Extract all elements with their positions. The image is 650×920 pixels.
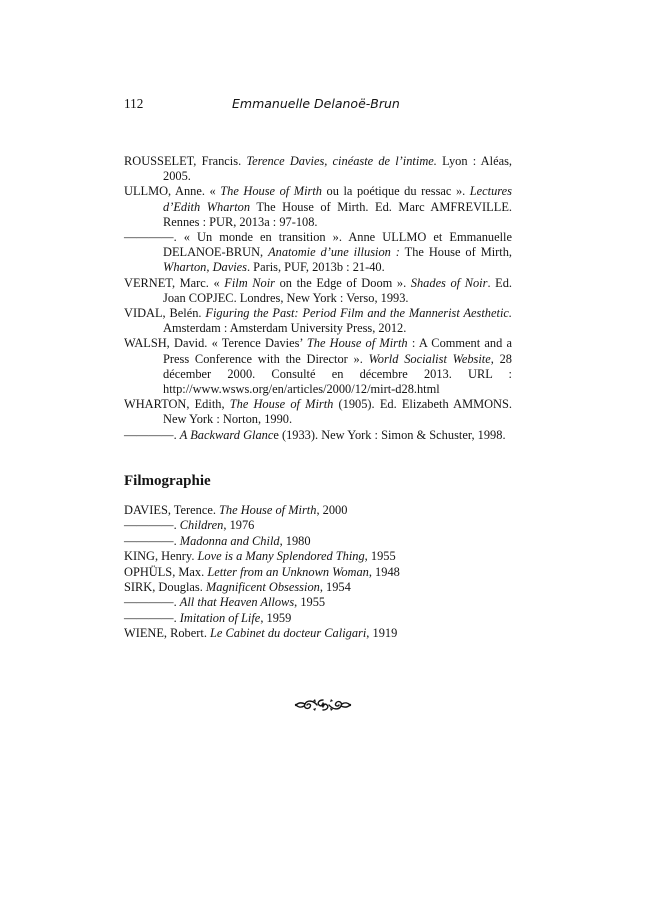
filmography-entry: WIENE, Robert. Le Cabinet du docteur Caligari, 1919: [124, 626, 398, 641]
bibliography-entry: ROUSSELET, Francis. Terence Davies, cinéaste de l’intime. Lyon : Aléas, 2005.: [124, 154, 512, 184]
bibliography-entry: WALSH, David. « Terence Davies’ The House of Mirth : A Comment and a Press Conference with the Director ». World Socialist Website, 28 décember 2000. Consulté en décembre 2013. URL : http://www.wsws.org/en/articles/2000/12/mirt-d28.html: [124, 336, 513, 397]
filmography-entry: SIRK, Douglas. Magnificent Obsession, 1954: [124, 580, 351, 595]
filmography-entry: DAVIES, Terence. The House of Mirth, 2000: [124, 503, 348, 517]
page-number: 112: [124, 96, 144, 111]
bibliography-entry: VERNET, Marc. « Film Noir on the Edge of Doom ». Shades of Noir. Ed. Joan COPJEC. Londres, New York : Verso, 1993.: [124, 275, 513, 305]
filmography-list: [124, 503, 512, 642]
filmography-heading: Filmographie: [124, 473, 211, 489]
filmography-entry: ————. All that Heaven Allows, 1955: [124, 595, 326, 610]
filmography-entry: OPHÜLS, Max. Letter from an Unknown Woman, 1948: [124, 564, 400, 579]
bibliography-entry: ————. A Backward Glance (1933). New York : Simon & Schuster, 1998.: [124, 427, 506, 442]
bibliography-entry: ULLMO, Anne. « The House of Mirth ou la poétique du ressac ». Lectures d’Edith Wharton The House of Mirth. Ed. Marc AMFREVILLE. Rennes : PUR, 2013a : 97-108.: [124, 184, 512, 229]
filmography-entry: ————. Children, 1976: [124, 518, 255, 533]
filmography-entry: KING, Henry. Love is a Many Splendored Thing, 1955: [124, 549, 396, 564]
bibliography-entry: WHARTON, Edith, The House of Mirth (1905). Ed. Elizabeth AMMONS. New York : Norton, 1990.: [124, 397, 512, 427]
filmography-entry: ————. Imitation of Life, 1959: [124, 610, 292, 625]
bibliography-list: [124, 154, 512, 443]
fleuron-ornament-icon: [293, 697, 353, 713]
bibliography-entry: ————. « Un monde en transition ». Anne ULLMO et Emmanuelle DELANOE-BRUN, Anatomie d’une illusion : The House of Mirth, Wharton, Davies. Paris, PUF, 2013b : 21-40.: [124, 230, 513, 275]
running-head-author: Emmanuelle Delanoë-Brun: [232, 96, 400, 111]
bibliography-entry: VIDAL, Belén. Figuring the Past: Period Film and the Mannerist Aesthetic. Amsterdam : Amsterdam University Press, 2012.: [124, 306, 512, 336]
filmography-entry: ————. Madonna and Child, 1980: [124, 533, 311, 548]
